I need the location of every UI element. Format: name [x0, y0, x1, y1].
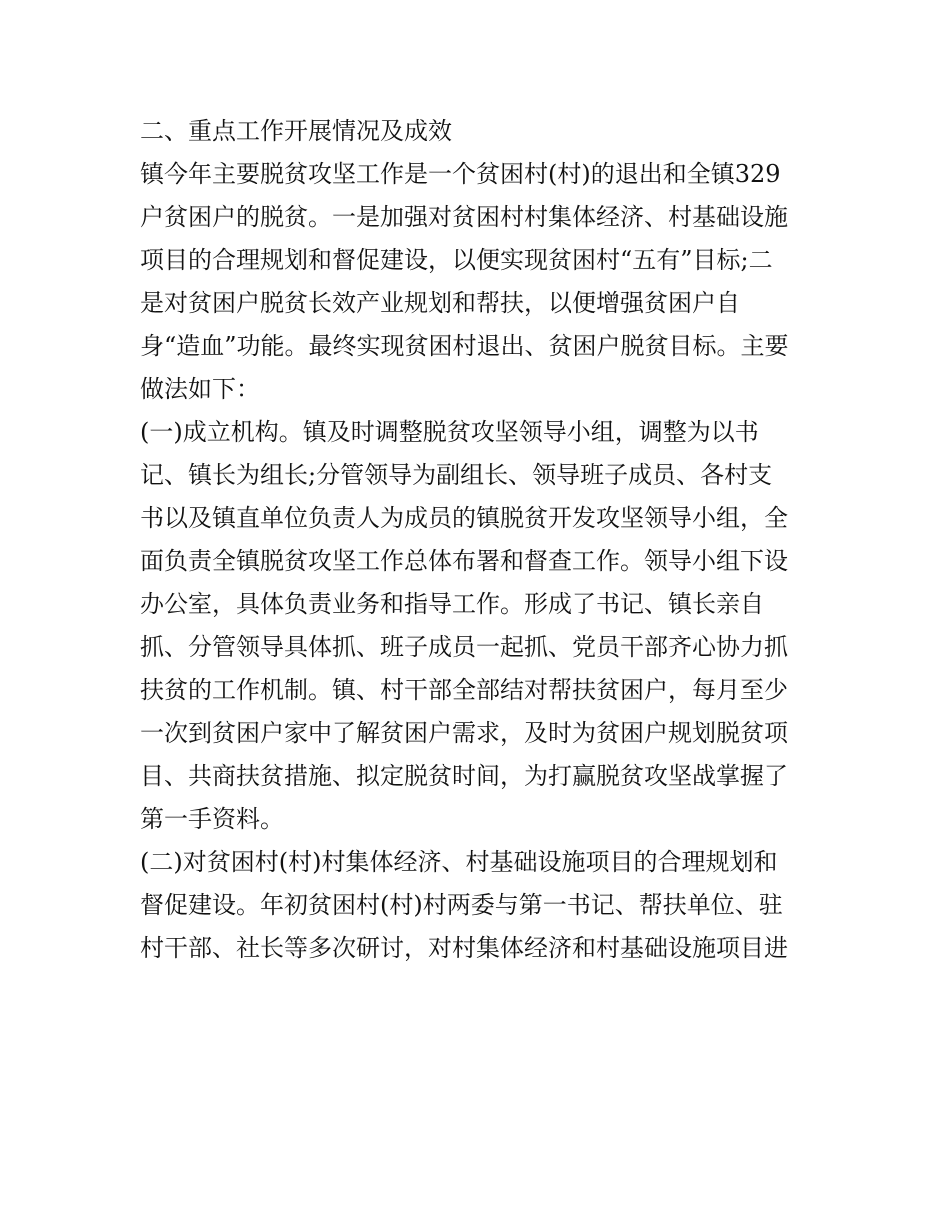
paragraph-line: (一)成立机构。镇及时调整脱贫攻坚领导小组，调整为以书	[140, 418, 759, 446]
paragraph-line: 目、共商扶贫措施、拟定脱贫时间，为打赢脱贫攻坚战掌握了	[140, 762, 788, 790]
document-body	[140, 110, 820, 970]
paragraph-line: 记、镇长为组长;分管领导为副组长、领导班子成员、各村支	[140, 461, 773, 489]
paragraph-line: 书以及镇直单位负责人为成员的镇脱贫开发攻坚领导小组，全	[140, 504, 788, 532]
paragraph-line: 办公室，具体负责业务和指导工作。形成了书记、镇长亲自	[140, 590, 764, 618]
paragraph-line: 督促建设。年初贫困村(村)村两委与第一书记、帮扶单位、驻	[140, 891, 783, 919]
paragraph-line: 户贫困户的脱贫。一是加强对贫困村村集体经济、村基础设施	[140, 203, 788, 231]
paragraph-line: 项目的合理规划和督促建设，以便实现贫困村“五有”目标;二	[140, 246, 773, 274]
section-heading: 二、重点工作开展情况及成效	[140, 117, 452, 145]
paragraph-line: 镇今年主要脱贫攻坚工作是一个贫困村(村)的退出和全镇329	[140, 160, 781, 188]
paragraph-line: 面负责全镇脱贫攻坚工作总体布署和督查工作。领导小组下设	[140, 547, 788, 575]
paragraph-line: 是对贫困户脱贫长效产业规划和帮扶，以便增强贫困户自	[140, 289, 740, 317]
paragraph-line: 身“造血”功能。最终实现贫困村退出、贫困户脱贫目标。主要	[140, 332, 789, 360]
paragraph-line: 第一手资料。	[140, 805, 284, 833]
paragraph-line: 一次到贫困户家中了解贫困户需求，及时为贫困户规划脱贫项	[140, 719, 788, 747]
paragraph-line: 扶贫的工作机制。镇、村干部全部结对帮扶贫困户，每月至少	[140, 676, 788, 704]
paragraph-line: (二)对贫困村(村)村集体经济、村基础设施项目的合理规划和	[140, 848, 778, 876]
paragraph-line: 做法如下：	[140, 375, 260, 403]
paragraph-line: 村干部、社长等多次研讨，对村集体经济和村基础设施项目进	[140, 934, 788, 962]
paragraph-line: 抓、分管领导具体抓、班子成员一起抓、党员干部齐心协力抓	[140, 633, 788, 661]
